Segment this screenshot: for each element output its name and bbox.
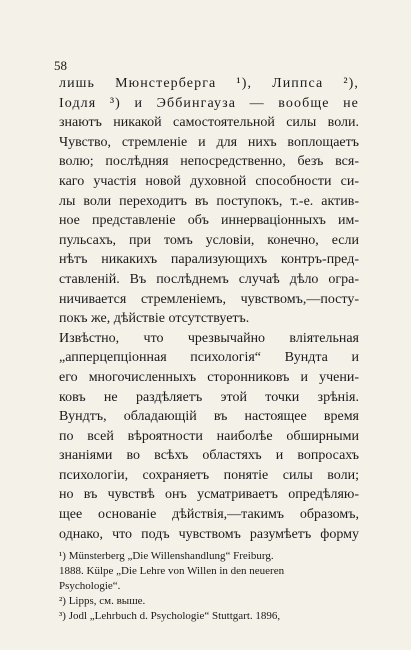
text-line: Извѣстно, что чрезвычайно вліятельная [59,330,359,346]
text-line: по всей вѣроятности наиболѣе обширными [59,428,359,444]
text-line: ковъ не раздѣляетъ этой точки зрѣнія. [59,389,359,405]
text-line: волю; послѣдняя непосредственно, безъ вся- [59,154,359,170]
text-line: однако, что подъ чувствомъ разумѣетъ форму [59,526,359,542]
text-line: Вундтъ, обладающій въ настоящее время [59,409,359,425]
text-line: лы воли переходитъ въ поступокъ, т.-е. актив- [59,193,359,209]
text-line: психологіи, сохраняетъ понятіе силы воли; [59,467,359,483]
text-line: каго участія новой духовной способности си- [59,173,359,189]
text-line: покъ же, дѣйствіе отсутствуетъ. [59,311,250,327]
text-line: ное представленіе объ иннерваціонныхъ им- [59,213,359,229]
text-line: Іодля ³) и Эббингауза — вообще не [59,95,359,111]
page-number: 58 [54,58,67,73]
text-line: ставленій. Въ послѣднемъ случаѣ дѣло огра- [59,271,359,287]
text-line: знаютъ никакой самостоятельной силы воли. [59,115,359,131]
footnote-line: 1888. Külpe „Die Lehre von Willen in den neueren [59,565,285,577]
footnote-line: ³) Jodl „Lehrbuch d. Psychologie“ Stuttgart. 1896, [59,610,281,622]
text-line: щее основаніе дѣйствія,—такимъ образомъ, [59,507,359,523]
footnote-line: Psychologie“. [59,580,121,592]
text-line: нѣтъ никакихъ парализующихъ контръ-пред- [59,252,359,268]
body-text [59,74,359,544]
text-line: „апперцепціонная психологія“ Вундта и [59,350,359,366]
text-line: но въ чувствѣ онъ усматриваетъ опредѣляю- [59,487,359,503]
footnote-line: ¹) Münsterberg „Die Willenshandlung“ Freiburg. [59,550,274,562]
footnote-line: ²) Lipps, см. выше. [59,595,146,607]
footnotes [59,549,359,624]
text-line: лишь Мюнстерберга ¹), Липпса ²), [59,76,359,91]
text-line: Чувство, стремленіе и для нихъ воплощаетъ [59,134,359,150]
text-line: пульсахъ, при томъ условіи, конечно, если [59,232,359,248]
text-line: знаніями во всѣхъ областяхъ и вопросахъ [59,448,359,464]
text-line: ничивается стремленіемъ, чувствомъ,—посту- [59,291,359,307]
text-line: его многочисленныхъ сторонниковъ и учени- [59,369,359,385]
